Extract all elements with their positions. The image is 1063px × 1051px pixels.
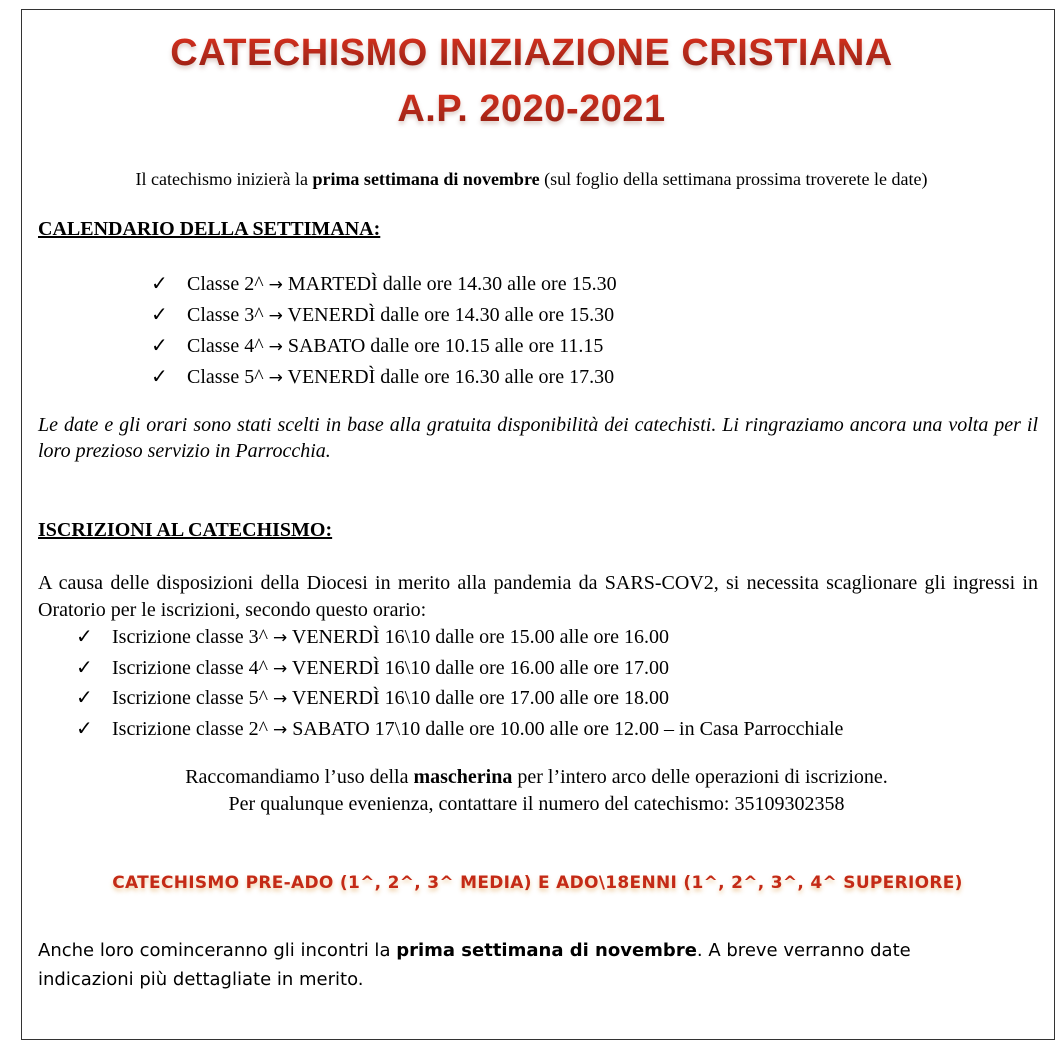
preado-title: CATECHISMO PRE-ADO (1^, 2^, 3^ MEDIA) E ADO\18ENNI (1^, 2^, 3^, 4^ SUPERIORE): [112, 873, 963, 893]
check-icon: ✓: [151, 273, 168, 295]
class-label: Classe 2^: [187, 273, 264, 295]
check-icon: ✓: [76, 656, 93, 679]
arrow-right-icon: →: [273, 719, 288, 740]
class-schedule: VENERDÌ 16\10 dalle ore 15.00 alle ore 16.00: [291, 626, 670, 648]
class-schedule: VENERDÌ 16\10 dalle ore 16.00 alle ore 17.00: [291, 656, 670, 679]
class-schedule: SABATO dalle ore 10.15 alle ore 11.15: [287, 335, 604, 357]
class-schedule: VENERDÌ dalle ore 14.30 alle ore 15.30: [287, 304, 615, 326]
check-icon: ✓: [151, 304, 168, 326]
intro-after: (sul foglio della settimana prossima troverete le date): [539, 169, 928, 189]
arrow-right-icon: →: [273, 689, 288, 709]
intro-text: [0, 169, 1063, 190]
class-label: Classe 3^: [187, 304, 264, 326]
intro-bold: prima settimana di novembre: [312, 169, 540, 189]
mask-after: per l’intero arco delle operazioni di iscrizione.: [512, 766, 888, 788]
check-icon: ✓: [151, 335, 168, 357]
mask-before: Raccomandiamo l’uso della: [185, 766, 414, 788]
arrow-right-icon: →: [268, 368, 283, 388]
class-label: Iscrizione classe 5^: [112, 687, 268, 709]
check-icon: ✓: [76, 687, 93, 709]
check-icon: ✓: [76, 626, 93, 648]
arrow-right-icon: →: [268, 275, 283, 295]
class-label: Iscrizione classe 4^: [112, 656, 268, 679]
preado-before: Anche loro cominceranno gli incontri la: [38, 940, 397, 961]
calendar-note: Le date e gli orari sono stati scelti in base alla gratuita disponibilità dei catechisti. Li ringraziamo ancora una volta per il loro prezioso servizio in Parrocchia.: [38, 414, 1038, 462]
title-line-2: A.P. 2020-2021: [0, 88, 1063, 131]
class-schedule: VENERDÌ dalle ore 16.30 alle ore 17.30: [287, 366, 615, 388]
arrow-right-icon: →: [273, 628, 288, 648]
check-icon: ✓: [151, 366, 168, 388]
intro-before: Il catechismo inizierà la: [135, 169, 313, 189]
class-schedule: VENERDÌ 16\10 dalle ore 17.00 alle ore 18.00: [291, 687, 670, 709]
arrow-right-icon: →: [273, 658, 288, 679]
registration-intro: A causa delle disposizioni della Diocesi in merito alla pandemia da SARS-COV2, si necessita scaglionare gli ingressi in Oratorio per le iscrizioni, secondo questo orario:: [38, 572, 1038, 621]
check-icon: ✓: [76, 717, 93, 740]
preado-after: . A breve verranno date indicazioni più dettagliate in merito.: [38, 940, 911, 990]
class-label: Classe 5^: [187, 366, 264, 388]
class-schedule: SABATO 17\10 dalle ore 10.00 alle ore 12.00 – in Casa Parrocchiale: [292, 717, 844, 740]
title-line-1: CATECHISMO INIZIAZIONE CRISTIANA: [0, 32, 1063, 75]
class-label: Classe 4^: [187, 335, 264, 357]
mask-note: [0, 766, 1063, 789]
class-label: Iscrizione classe 2^: [112, 717, 268, 740]
class-label: Iscrizione classe 3^: [112, 626, 268, 648]
mask-bold: mascherina: [413, 766, 513, 788]
arrow-right-icon: →: [268, 337, 283, 357]
registration-heading: ISCRIZIONI AL CATECHISMO:: [38, 519, 333, 541]
preado-bold: prima settimana di novembre: [396, 940, 697, 961]
arrow-right-icon: →: [268, 306, 283, 326]
calendar-heading: CALENDARIO DELLA SETTIMANA:: [38, 218, 381, 240]
preado-text: [38, 936, 998, 994]
class-schedule: MARTEDÌ dalle ore 14.30 alle ore 15.30: [287, 273, 617, 295]
contact-note: Per qualunque evenienza, contattare il numero del catechismo: 35109302358: [228, 793, 845, 815]
